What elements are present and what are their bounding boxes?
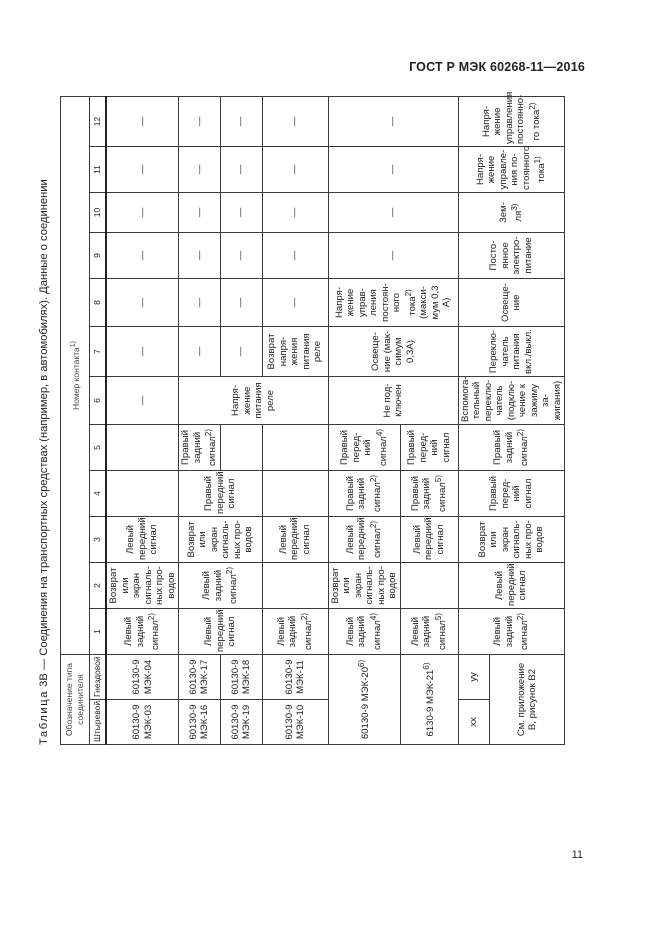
contact-cell: Левый передний сигнал [400, 517, 458, 563]
cell-text: Левый задний сигнал [344, 615, 384, 651]
footnote-ref: 6) [357, 659, 367, 667]
footnote-ref: 2) [368, 521, 378, 529]
footnote-ref: 2) [403, 289, 413, 297]
footnote-ref: 2) [368, 475, 378, 483]
contact-cell: — [106, 147, 179, 193]
contact-cell [458, 147, 565, 193]
footnote-ref: 4) [368, 613, 378, 621]
page-number: 11 [571, 849, 583, 861]
contact-cell: — [262, 193, 328, 233]
plug-cell: 60130-9 МЭК-10 [262, 700, 328, 745]
contact-cell: — [106, 327, 179, 377]
contact-cell: — [328, 147, 458, 193]
socket-cell: 60130-9 МЭК-04 [106, 655, 179, 700]
contact-cell [458, 91, 565, 146]
contact-cell: Не под-ключен [328, 377, 458, 425]
col-number-6: 6 [90, 377, 107, 425]
cell-text: Левый задний сигнал [275, 615, 315, 651]
footnote-ref: 2) [204, 429, 213, 437]
contact-cell [400, 563, 458, 609]
cell-text: Левый задний сигнал [409, 615, 449, 651]
socket-cell: 60130-9 МЭК-11 [262, 655, 328, 700]
footnote-ref: 2) [147, 613, 157, 621]
col-number-3: 3 [90, 517, 107, 563]
col-number-1: 1 [90, 609, 107, 655]
col-number-8: 8 [90, 279, 107, 327]
footnote-ref: 2) [225, 567, 234, 575]
contact-cell [328, 279, 458, 327]
contact-cell [106, 609, 179, 655]
contact-cell: — [328, 233, 458, 279]
caption-title: 3В — Соединения на транспортных средствах (например, в автомобилях). Данные о соединении [38, 179, 50, 690]
cell-text: 60130-9 МЭК-20 [360, 666, 372, 740]
contact-cell: Правый перед-ний сигнал [458, 471, 565, 517]
plug-cell: 60130-9 МЭК-19 [220, 700, 262, 745]
contact-cell: — [262, 96, 328, 146]
table-caption [38, 95, 56, 745]
footnote-ref: 5) [433, 475, 443, 483]
contact-cell: — [328, 96, 458, 146]
cell-text: Правый перед-ний сигнал [339, 430, 389, 467]
contact-cell: — [106, 193, 179, 233]
footnote-ref: 1) [533, 156, 543, 164]
contact-cell: — [262, 279, 328, 327]
contact-cell: Посто-янное электро-питание [458, 233, 565, 279]
plug-cell: См. приложение В, рисунок В2 [490, 655, 565, 745]
header-connector-type: Обозначение типа соединителя [61, 655, 90, 745]
cell-text: (макси-мум 0,3 А) [418, 285, 453, 320]
cell-text: Левый задний сигнал [492, 615, 531, 651]
footnote-ref: 5) [433, 613, 443, 621]
table-row [106, 96, 179, 744]
contact-cell [400, 609, 458, 655]
contact-cell: — [179, 279, 221, 327]
footnote-ref: 2) [527, 102, 537, 110]
contact-cell: Левый передний сигнал [262, 517, 328, 563]
contact-cell [262, 563, 328, 609]
contact-number-label: Номер контакта [70, 347, 81, 410]
contact-cell [458, 193, 565, 233]
cell-text: Левый задний сигнал [123, 615, 162, 651]
contact-cell [262, 609, 328, 655]
contact-cell [458, 425, 565, 471]
cell-text: Левый передний сигнал [344, 517, 384, 560]
socket-cell [400, 655, 458, 745]
contact-cell: Возврат или экран сигналь-ных про-водов [328, 563, 400, 609]
contact-cell [179, 563, 263, 609]
contact-cell: — [328, 193, 458, 233]
contact-cell: — [106, 279, 179, 327]
plug-cell: 60130-9 МЭК-16 [179, 700, 221, 745]
col-number-12: 12 [90, 96, 107, 146]
table-row [328, 96, 400, 744]
contact-cell [106, 471, 179, 517]
contact-cell [220, 425, 262, 471]
contact-cell: Правый передний сигнал [179, 471, 263, 517]
rotated-table-block [38, 91, 563, 745]
socket-cell: 60130-9 МЭК-18 [220, 655, 262, 700]
contact-cell: Вспомога-тельный переклю-чатель (подклю-чение к зажиму за-жигания) [458, 377, 565, 425]
contact-cell [328, 471, 400, 517]
contact-cell [179, 425, 221, 471]
cell-text: Правый задний сигнал [409, 476, 449, 513]
cell-text: Правый задний сигнал [492, 430, 531, 467]
col-number-11: 11 [90, 147, 107, 193]
contact-cell: — [220, 279, 262, 327]
contact-cell: Освеще-ние (мак-симум 0,3А) [328, 327, 458, 377]
contact-cell: Напря-жение питания реле [179, 377, 329, 425]
contact-cell: — [220, 96, 262, 146]
contact-cell [400, 471, 458, 517]
col-number-10: 10 [90, 193, 107, 233]
contact-cell: — [106, 233, 179, 279]
contact-cell: — [179, 193, 221, 233]
col-number-9: 9 [90, 233, 107, 279]
cell-text: Напря-жение управ-ления постоян-ного тока [333, 283, 418, 322]
contact-cell: — [106, 377, 179, 425]
footnote-ref: 6) [422, 662, 432, 670]
cell-text: 6130-9 МЭК-21 [425, 669, 437, 737]
cell-text: Напря-жение управления постоянно-го тока [480, 91, 542, 144]
contact-cell: Переклю-чатель питания вкл./выкл. [458, 327, 565, 377]
contact-cell: — [179, 96, 221, 146]
cell-text: Правый задний сигнал [180, 430, 219, 467]
contact-cell: — [106, 96, 179, 146]
col-number-4: 4 [90, 471, 107, 517]
plug-cell: xx [458, 700, 490, 745]
contact-cell: Освеще-ние [458, 279, 565, 327]
contact-cell [328, 517, 400, 563]
contact-cell: — [179, 233, 221, 279]
footnote-ref: 2) [516, 613, 526, 621]
table-row [179, 96, 221, 744]
contact-cell: Левый передний сигнал [179, 609, 263, 655]
header-contact-number [61, 96, 90, 654]
footnote-ref: 4) [374, 429, 384, 437]
cell-text: Напря-жение управле-ния по-стоянного тока [474, 145, 548, 190]
contact-cell: — [220, 233, 262, 279]
contact-cell: — [262, 233, 328, 279]
socket-cell: yy [458, 655, 490, 700]
contact-cell: Возврат напря-жения питания реле [262, 327, 328, 377]
contact-cell: — [262, 147, 328, 193]
col-number-2: 2 [90, 563, 107, 609]
header-socket: Гнездовой [90, 655, 107, 700]
col-number-5: 5 [90, 425, 107, 471]
contact-cell: — [220, 327, 262, 377]
contact-cell: Правый перед-ний сигнал [400, 425, 458, 471]
contact-cell [328, 609, 400, 655]
connection-data-table [60, 91, 565, 745]
contact-cell: Возврат или экран сигналь-ных про-водов [458, 517, 565, 563]
socket-cell: 60130-9 МЭК-17 [179, 655, 221, 700]
caption-label: Таблица [38, 689, 50, 745]
plug-cell: 60130-9 МЭК-03 [106, 700, 179, 745]
header-plug: Штыревой [90, 700, 107, 745]
contact-cell [262, 425, 328, 471]
contact-cell: — [179, 147, 221, 193]
cell-text: Левый задний сигнал [201, 569, 240, 605]
contact-cell [262, 471, 328, 517]
contact-cell [106, 425, 179, 471]
footnote-ref: 2) [299, 613, 309, 621]
footnote-ref: 3) [510, 203, 520, 211]
footnote-ref: 2) [516, 429, 526, 437]
contact-cell: Возврат или экран сигналь-ных про-водов [106, 563, 179, 609]
contact-cell: Левый передний сигнал [106, 517, 179, 563]
cell-text: Правый задний сигнал [344, 476, 384, 513]
document-header: ГОСТ Р МЭК 60268-11—2016 [409, 60, 585, 74]
contact-cell [458, 609, 565, 655]
contact-cell: — [179, 327, 221, 377]
contact-cell: — [220, 147, 262, 193]
contact-cell [328, 425, 400, 471]
contact-number-note: 1) [68, 341, 77, 348]
cell-text: Зем-ля [497, 202, 525, 223]
contact-cell: Возврат или экран сигналь-ных про-водов [179, 517, 263, 563]
contact-cell: — [220, 193, 262, 233]
table-row [458, 96, 490, 744]
contact-cell: Левый передний сигнал [458, 563, 565, 609]
plug-cell [328, 655, 400, 745]
col-number-7: 7 [90, 327, 107, 377]
